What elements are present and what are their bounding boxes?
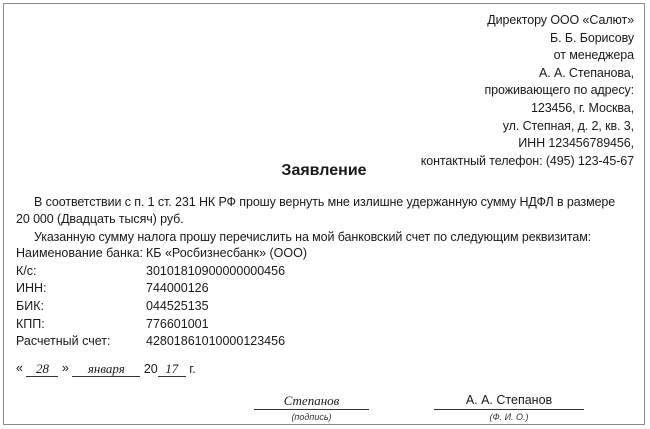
requisite-value: 42801861010000123456 bbox=[146, 334, 286, 349]
requisite-value: КБ «Росбизнесбанк» (ООО) bbox=[146, 246, 307, 260]
requisite-value: 776601001 bbox=[146, 316, 209, 331]
addressee-line: контактный телефон: (495) 123-45-67 bbox=[420, 153, 634, 168]
requisite-row bbox=[16, 281, 307, 299]
addressee-line: проживающего по адресу: bbox=[484, 83, 634, 98]
addressee-line: Директору ООО «Салют» bbox=[487, 13, 634, 27]
requisite-row bbox=[16, 246, 307, 264]
document-page bbox=[3, 3, 645, 425]
requisite-label: Наименование банка: bbox=[16, 246, 144, 260]
date-line bbox=[16, 361, 196, 377]
fio-block bbox=[434, 392, 584, 422]
addressee-line: А. А. Степанова, bbox=[538, 65, 634, 80]
requisite-label: К/с: bbox=[16, 263, 37, 278]
requisite-label: ИНН: bbox=[16, 281, 47, 296]
date-year-abbr: г. bbox=[189, 362, 196, 376]
requisite-label: КПП: bbox=[16, 316, 45, 331]
document-title: Заявление bbox=[281, 162, 367, 179]
addressee-line: 123456, г. Москва, bbox=[531, 100, 634, 115]
bank-requisites-table bbox=[16, 246, 307, 352]
signature-handwritten: Степанов bbox=[254, 392, 369, 410]
addressee-line: ул. Степная, д. 2, кв. 3, bbox=[502, 118, 634, 133]
requisite-value: 044525135 bbox=[146, 299, 209, 314]
signature-caption: (подпись) bbox=[291, 412, 332, 422]
addressee-line: от менеджера bbox=[553, 48, 634, 63]
signature-block bbox=[254, 392, 369, 422]
requisite-row bbox=[16, 299, 307, 317]
date-close-quote: » bbox=[61, 361, 69, 375]
fio-caption: (Ф. И. О.) bbox=[489, 412, 529, 422]
body-paragraph-2: Указанную сумму налога прошу перечислить на мой банковский счет по следующим реквизитам: bbox=[34, 230, 592, 244]
requisite-row bbox=[16, 317, 307, 335]
date-day: 28 bbox=[26, 362, 58, 377]
date-year-prefix: 20 bbox=[143, 362, 158, 376]
requisite-value: 30101810900000000456 bbox=[146, 263, 286, 278]
date-year-suffix: 17 bbox=[158, 362, 186, 377]
date-month: января bbox=[72, 362, 140, 377]
requisite-label: БИК: bbox=[16, 299, 44, 314]
requisite-label: Расчетный счет: bbox=[16, 334, 111, 349]
body-paragraph-1: В соответствии с п. 1 ст. 231 НК РФ прошу вернуть мне излишне удержанную сумму НДФЛ в размере 20 000 (Двадцать тысяч) руб. bbox=[16, 195, 616, 226]
addressee-line: ИНН 123456789456, bbox=[518, 136, 634, 151]
addressee-line: Б. Б. Борисову bbox=[550, 30, 634, 45]
addressee-block bbox=[421, 12, 634, 170]
requisite-row bbox=[16, 264, 307, 282]
fio-value: А. А. Степанов bbox=[434, 392, 584, 410]
requisite-row bbox=[16, 334, 307, 352]
date-open-quote: « bbox=[16, 361, 23, 375]
requisite-value: 744000126 bbox=[146, 281, 209, 296]
